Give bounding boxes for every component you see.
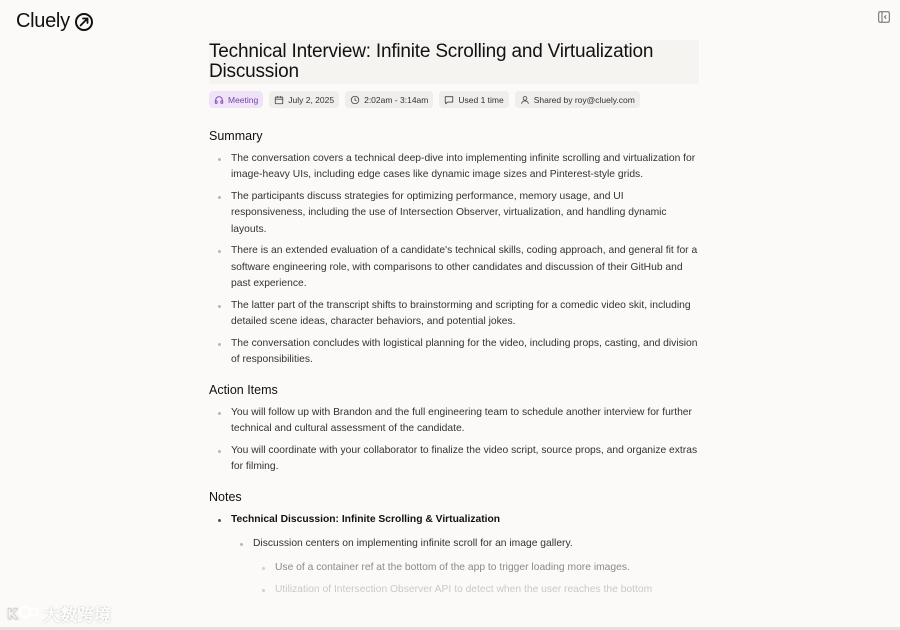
usage-chip	[439, 91, 508, 108]
notes-detail: Use of a container ref at the bottom of the app to trigger loading more images.	[275, 560, 699, 576]
notes-detail: Utilization of Intersection Observer API to detect when the user reaches the bottom	[275, 582, 699, 598]
clock-icon	[350, 95, 360, 105]
list-item: You will coordinate with your collaborator to finalize the video script, source props, and organize extras for filming.	[231, 443, 699, 476]
headphones-icon	[214, 95, 224, 105]
user-icon	[520, 95, 530, 105]
list-item: The conversation covers a technical deep-dive into implementing infinite scrolling and virtualization for image-heavy UIs, including edge cases like dynamic image sizes and Pinterest-style grids.	[231, 151, 699, 184]
action-items-heading: Action Items	[209, 382, 278, 397]
action-items-list	[209, 405, 699, 476]
list-item: The participants discuss strategies for optimizing performance, memory usage, and UI responsiveness, including the use of Intersection Observer, virtualization, and handling dynamic layouts.	[231, 189, 699, 238]
notes-subpoint: Discussion centers on implementing infinite scroll for an image gallery.	[253, 536, 699, 552]
list-item: You will follow up with Brandon and the full engineering team to schedule another interview for further technical and cultural assessment of the candidate.	[231, 405, 699, 438]
chip-label: July 2, 2025	[288, 94, 335, 105]
list-item: There is an extended evaluation of a candidate's technical skills, coding approach, and general fit for a software engineering role, with comparisons to other candidates and discussion of their GitHub and past experience.	[231, 243, 699, 292]
date-chip	[269, 91, 339, 108]
notes-heading: Notes	[209, 490, 242, 505]
summary-list	[209, 151, 699, 369]
chip-label: Used 1 time	[458, 94, 504, 105]
shared-by-chip	[515, 91, 640, 108]
chip-label: Shared by roy@cluely.com	[533, 94, 635, 105]
chat-bubble-icon	[444, 95, 454, 105]
chip-label: Meeting	[228, 94, 259, 105]
notes-list	[209, 512, 699, 598]
sidebar-toggle-icon[interactable]	[878, 11, 890, 23]
chip-label: 2:02am - 3:14am	[364, 94, 429, 105]
meeting-meta-chips	[209, 91, 699, 108]
list-item: The conversation concludes with logistical planning for the video, including props, casting, and division of responsibilities.	[231, 336, 699, 369]
summary-heading: Summary	[209, 129, 263, 143]
meeting-content	[209, 40, 699, 598]
time-chip	[345, 91, 433, 108]
cluely-logo[interactable]	[16, 10, 94, 33]
logo-text: Cluely	[16, 10, 70, 32]
list-item: The latter part of the transcript shifts to brainstorming and scripting for a comedic video skit, including detailed scene ideas, character behaviors, and potential jokes.	[231, 298, 699, 331]
watermark	[6, 601, 111, 626]
calendar-icon	[274, 95, 284, 105]
watermark-text: 大数跨境	[43, 606, 111, 625]
page-title: Technical Interview: Infinite Scrolling and Virtualization Discussion	[209, 40, 699, 84]
logo-compass-icon	[74, 12, 94, 32]
svg-text:K: K	[7, 606, 18, 623]
notes-topic: Technical Discussion: Infinite Scrolling & Virtualization	[231, 512, 699, 528]
watermark-logo-icon	[6, 604, 40, 624]
meeting-type-chip[interactable]	[209, 91, 263, 108]
